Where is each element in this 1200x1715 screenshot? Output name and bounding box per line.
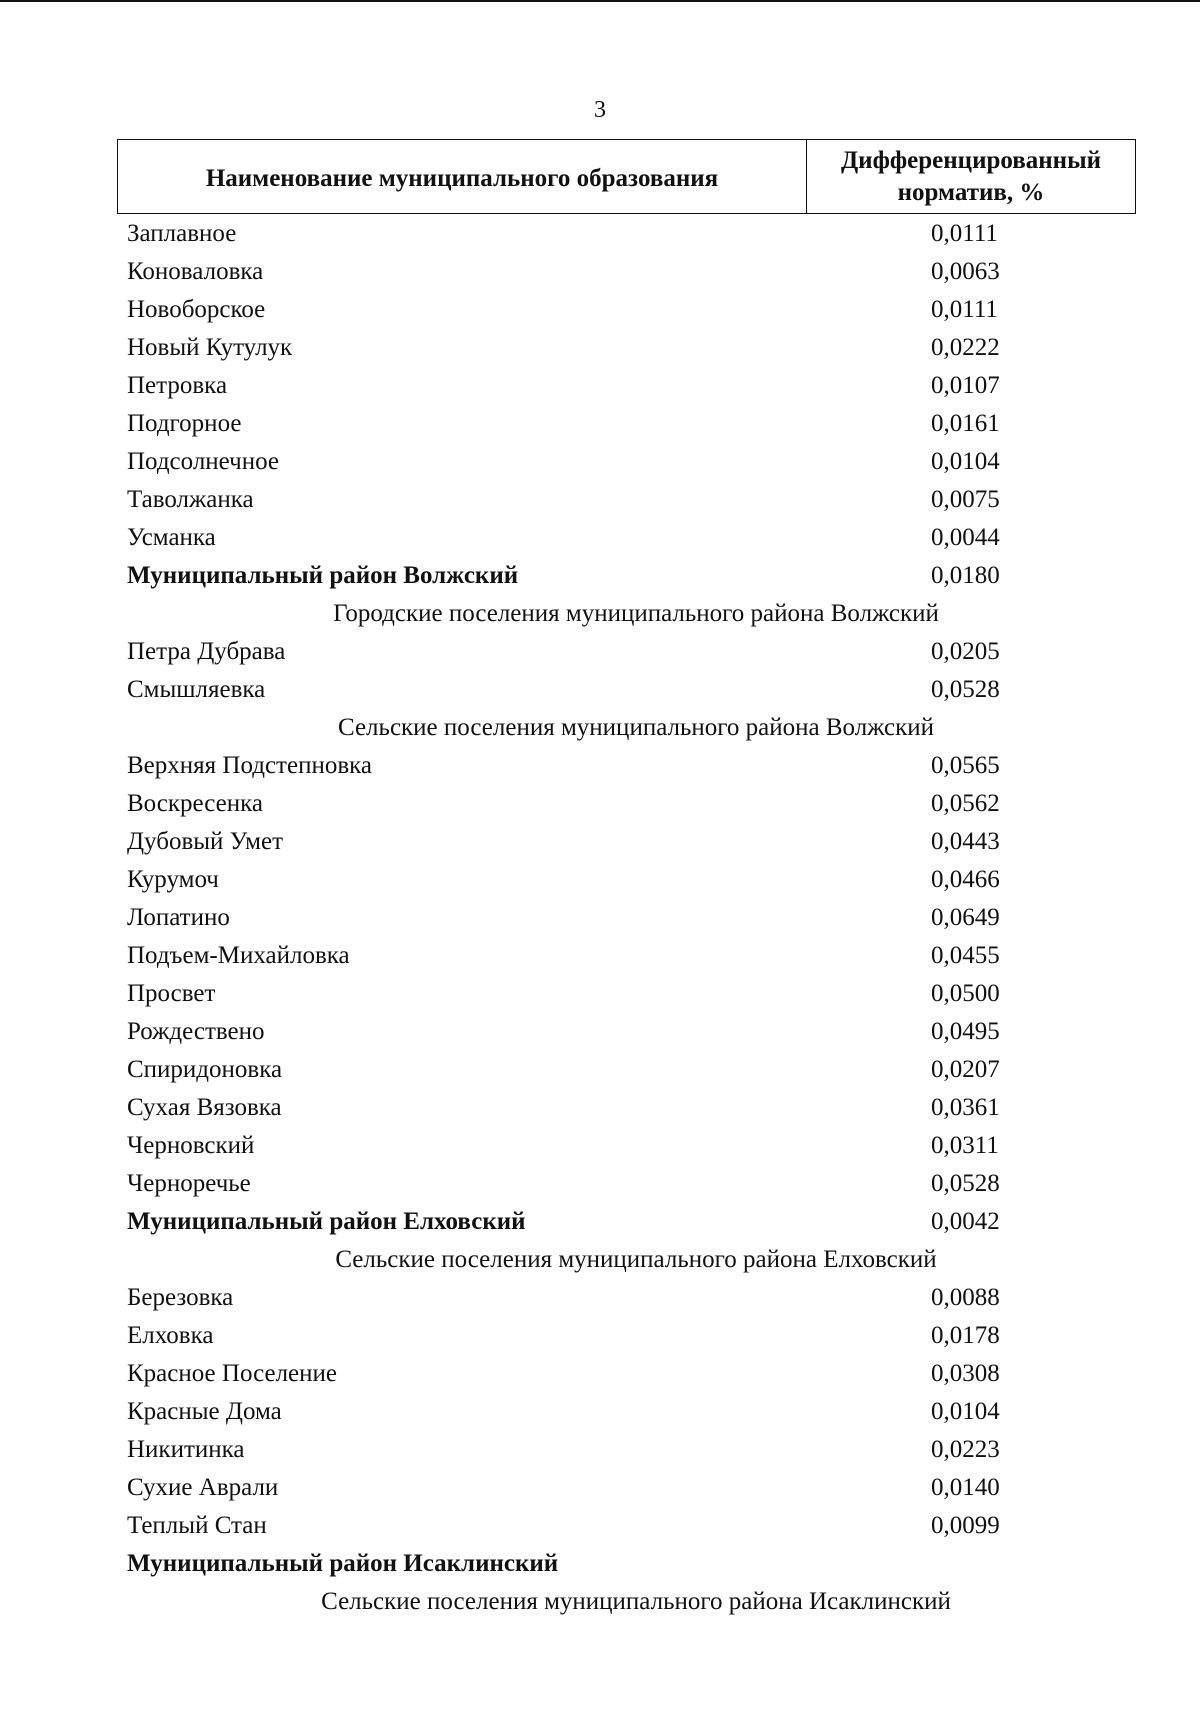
settlement-name: Воскресенка: [127, 790, 263, 817]
settlement-row: [0, 519, 1200, 557]
district-row: [0, 557, 1200, 595]
section-subheader-row: [0, 1583, 1200, 1621]
settlement-row: [0, 1279, 1200, 1317]
settlement-name: Сухие Аврали: [127, 1474, 279, 1501]
district-name: Муниципальный район Исаклинский: [127, 1550, 559, 1577]
section-subheader-label: Городские поселения муниципального района Волжский: [333, 600, 939, 627]
norm-value: 0,0222: [931, 334, 1000, 361]
norm-value: 0,0161: [931, 410, 1000, 437]
section-subheader-row: [0, 595, 1200, 633]
norm-value: 0,0207: [931, 1056, 1000, 1083]
norm-value: 0,0649: [931, 904, 1000, 931]
settlement-row: [0, 443, 1200, 481]
column-header-norm: Дифференцированный норматив, %: [840, 146, 1102, 206]
norm-value: 0,0104: [931, 1398, 1000, 1425]
settlement-row: [0, 785, 1200, 823]
norm-value: 0,0088: [931, 1284, 1000, 1311]
norm-value: 0,0495: [931, 1018, 1000, 1045]
norm-value: 0,0565: [931, 752, 1000, 779]
settlement-name: Никитинка: [127, 1436, 245, 1463]
norm-value: 0,0180: [931, 562, 1000, 589]
section-subheader-row: [0, 1241, 1200, 1279]
settlement-row: [0, 1089, 1200, 1127]
norm-value: 0,0361: [931, 1094, 1000, 1121]
page-number: 3: [594, 97, 606, 123]
settlement-name: Подсолнечное: [127, 448, 280, 475]
settlement-row: [0, 253, 1200, 291]
settlement-row: [0, 1431, 1200, 1469]
section-subheader-label: Сельские поселения муниципального района Елховский: [335, 1246, 937, 1273]
settlement-row: [0, 329, 1200, 367]
district-row: [0, 1203, 1200, 1241]
district-row: [0, 1545, 1200, 1583]
settlement-name: Дубовый Умет: [127, 828, 284, 855]
settlement-row: [0, 823, 1200, 861]
norm-value: 0,0223: [931, 1436, 1000, 1463]
settlement-row: [0, 1507, 1200, 1545]
settlement-row: [0, 1355, 1200, 1393]
norm-value: 0,0063: [931, 258, 1000, 285]
settlement-row: [0, 747, 1200, 785]
settlement-row: [0, 937, 1200, 975]
settlement-row: [0, 975, 1200, 1013]
norm-value: 0,0099: [931, 1512, 1000, 1539]
settlement-name: Верхняя Подстепновка: [127, 752, 372, 779]
settlement-name: Рождествено: [127, 1018, 265, 1045]
norm-value: 0,0042: [931, 1208, 1000, 1235]
settlement-name: Красные Дома: [127, 1398, 282, 1425]
settlement-name: Усманка: [127, 524, 216, 551]
settlement-row: [0, 899, 1200, 937]
settlement-row: [0, 1127, 1200, 1165]
norm-value: 0,0443: [931, 828, 1000, 855]
settlement-name: Березовка: [127, 1284, 234, 1311]
settlement-name: Новый Кутулук: [127, 334, 293, 361]
norm-value: 0,0111: [931, 220, 998, 247]
norm-value: 0,0075: [931, 486, 1000, 513]
section-subheader-label: Сельские поселения муниципального района Волжский: [337, 714, 934, 741]
settlement-row: [0, 861, 1200, 899]
settlement-row: [0, 1393, 1200, 1431]
settlement-name: Петра Дубрава: [127, 638, 286, 665]
settlement-row: [0, 215, 1200, 253]
norm-value: 0,0528: [931, 1170, 1000, 1197]
norm-value: 0,0562: [931, 790, 1000, 817]
norm-value: 0,0140: [931, 1474, 1000, 1501]
settlement-row: [0, 1469, 1200, 1507]
norm-value: 0,0104: [931, 448, 1000, 475]
norm-value: 0,0044: [931, 524, 1000, 551]
norm-value: 0,0107: [931, 372, 1000, 399]
settlement-row: [0, 671, 1200, 709]
norm-value: 0,0528: [931, 676, 1000, 703]
settlement-name: Черноречье: [127, 1170, 251, 1197]
settlement-name: Сухая Вязовка: [127, 1094, 282, 1121]
settlement-name: Таволжанка: [127, 486, 254, 513]
section-subheader-row: [0, 709, 1200, 747]
column-header-name: Наименование муниципального образования: [118, 140, 807, 213]
section-subheader-label: Сельские поселения муниципального района Исаклинский: [321, 1588, 951, 1615]
top-border-line: [0, 0, 1200, 2]
settlement-name: Красное Поселение: [127, 1360, 337, 1387]
settlement-row: [0, 1051, 1200, 1089]
norm-value: 0,0205: [931, 638, 1000, 665]
norm-value: 0,0466: [931, 866, 1000, 893]
norm-value: 0,0455: [931, 942, 1000, 969]
district-name: Муниципальный район Волжский: [127, 562, 519, 589]
settlement-row: [0, 1317, 1200, 1355]
settlement-name: Новоборское: [127, 296, 266, 323]
norm-value: 0,0178: [931, 1322, 1000, 1349]
settlement-name: Черновский: [127, 1132, 255, 1159]
settlement-name: Лопатино: [127, 904, 230, 931]
norm-value: 0,0111: [931, 296, 998, 323]
settlement-name: Курумоч: [127, 866, 219, 893]
table-header: [117, 139, 1136, 214]
norm-value: 0,0311: [931, 1132, 999, 1159]
table-body: [0, 215, 1200, 1621]
settlement-row: [0, 633, 1200, 671]
settlement-row: [0, 405, 1200, 443]
norm-value: 0,0500: [931, 980, 1000, 1007]
settlement-name: Петровка: [127, 372, 228, 399]
settlement-name: Подгорное: [127, 410, 242, 437]
settlement-name: Смышляевка: [127, 676, 266, 703]
settlement-row: [0, 1165, 1200, 1203]
district-name: Муниципальный район Елховский: [127, 1208, 526, 1235]
settlement-name: Просвет: [127, 980, 216, 1007]
settlement-name: Заплавное: [127, 220, 237, 247]
settlement-row: [0, 367, 1200, 405]
settlement-row: [0, 291, 1200, 329]
settlement-name: Подъем-Михайловка: [127, 942, 350, 969]
settlement-name: Елховка: [127, 1322, 214, 1349]
settlement-name: Коноваловка: [127, 258, 264, 285]
settlement-name: Теплый Стан: [127, 1512, 267, 1539]
settlement-row: [0, 481, 1200, 519]
norm-value: 0,0308: [931, 1360, 1000, 1387]
settlement-row: [0, 1013, 1200, 1051]
settlement-name: Спиридоновка: [127, 1056, 283, 1083]
